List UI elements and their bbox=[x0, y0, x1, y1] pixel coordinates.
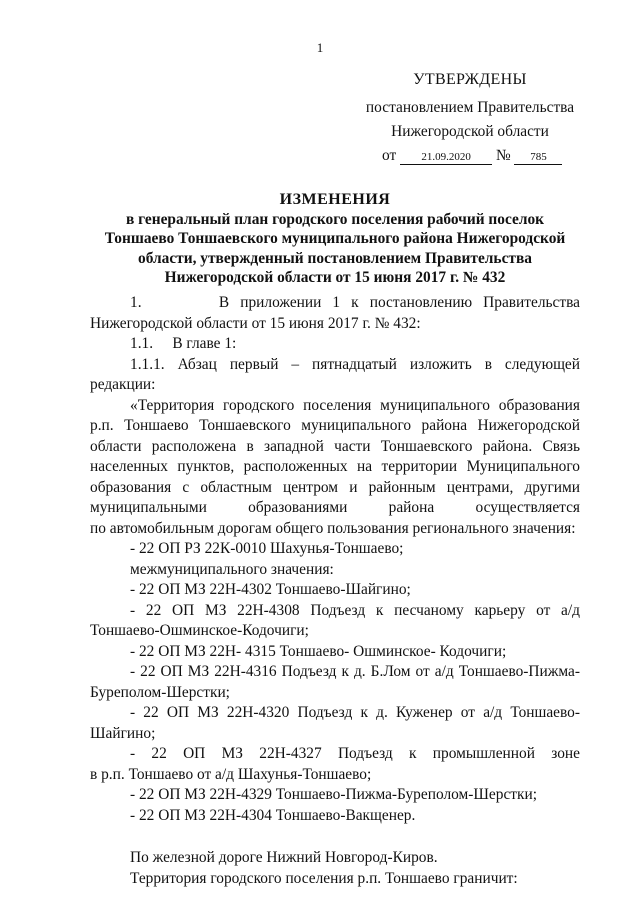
approval-stamp-title: УТВЕРЖДЕНЫ bbox=[413, 71, 527, 88]
approval-block bbox=[360, 68, 580, 168]
document-body bbox=[90, 293, 580, 889]
title-main: ИЗМЕНЕНИЯ bbox=[279, 191, 391, 208]
paragraph-spacer bbox=[90, 826, 580, 848]
title-line-3: области, утвержденный постановлением Правительства bbox=[138, 249, 532, 267]
road-item-8: - 22 ОП МЗ 22Н-4329 Тоншаево-Пижма-Буреполом-Шерстки; bbox=[130, 786, 537, 803]
road-item-7: - 22 ОП МЗ 22Н-4327 Подъезд к промышленной зоне bbox=[130, 745, 580, 762]
title-line-2: Тоншаево Тоншаевского муниципального района Нижегородской bbox=[104, 230, 566, 247]
approval-number: 785 bbox=[514, 150, 562, 165]
approval-authority-line2: Нижегородской области bbox=[391, 123, 549, 140]
approval-authority-line1: постановлением Правительства bbox=[365, 99, 575, 116]
road-item-3: - 22 ОП МЗ 22Н-4308 Подъезд к песчаному карьеру от а/д Тоншаево-Ошминское-Кодочиги; bbox=[90, 601, 580, 639]
paragraph-1: 1. В приложении 1 к постановлению Правительства Нижегородской области от 15 июня 2017 г. № 432: bbox=[90, 294, 580, 332]
paragraph-1-1-1: 1.1.1. Абзац первый – пятнадцатый изложить в следующей редакции: bbox=[90, 355, 580, 393]
road-item-1: - 22 ОП РЗ 22К-0010 Шахунья-Тоншаево; bbox=[130, 540, 404, 557]
intermunicipal-label: межмуниципального значения: bbox=[130, 560, 334, 578]
approval-date-row bbox=[360, 144, 580, 168]
paragraph-territory-last: по автомобильным дорогам общего пользования регионального значения: bbox=[90, 519, 576, 537]
road-item-5: - 22 ОП МЗ 22Н-4316 Подъезд к д. Б.Лом от а/д Тоншаево-Пижма-Буреполом-Шерстки; bbox=[90, 663, 580, 701]
road-item-2: - 22 ОП МЗ 22Н-4302 Тоншаево-Шайгино; bbox=[130, 581, 411, 598]
railway-paragraph: По железной дороге Нижний Новгород-Киров. bbox=[130, 849, 438, 866]
paragraph-territory: «Территория городского поселения муниципального образования р.п. Тоншаево Тоншаевского муниципального района Нижегородской области расположена в западной части Тоншаевского района. Связь населенных пунктов, расположенных на территории Муниципального образования с областным центром и районным центрами, другими муниципальными образованиями района осуществляется bbox=[90, 396, 580, 516]
page-number: 1 bbox=[316, 40, 324, 55]
approval-date-prefix: от bbox=[382, 147, 397, 164]
road-item-6: - 22 ОП МЗ 22Н-4320 Подъезд к д. Куженер от а/д Тоншаево-Шайгино; bbox=[90, 704, 580, 742]
border-paragraph: Территория городского поселения р.п. Тоншаево граничит: bbox=[130, 869, 518, 887]
title-line-4: Нижегородской области от 15 июня 2017 г. № 432 bbox=[164, 269, 506, 286]
road-item-9: - 22 ОП МЗ 22Н-4304 Тоншаево-Вакщенер. bbox=[130, 806, 416, 824]
road-item-4: - 22 ОП МЗ 22Н- 4315 Тоншаево- Ошминское- Кодочиги; bbox=[130, 642, 507, 660]
title-line-1: в генеральный план городского поселения рабочий поселок bbox=[125, 210, 545, 228]
approval-date: 21.09.2020 bbox=[400, 150, 492, 165]
paragraph-1-1: 1.1. В главе 1: bbox=[130, 335, 237, 352]
approval-number-prefix: № bbox=[495, 147, 511, 164]
road-item-7-continued: в р.п. Тоншаево от а/д Шахунья-Тоншаево; bbox=[90, 765, 372, 783]
document-title bbox=[90, 190, 580, 288]
